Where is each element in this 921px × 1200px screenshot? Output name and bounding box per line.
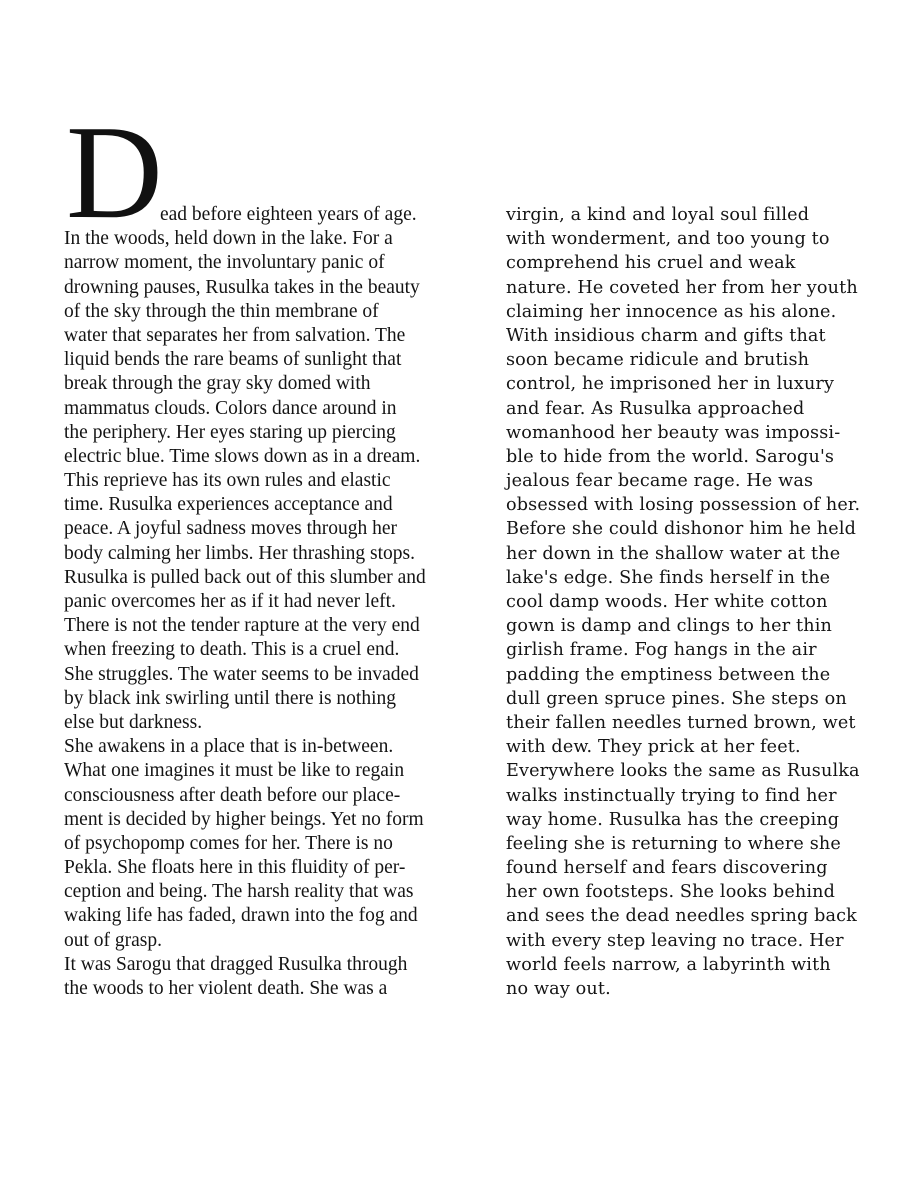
- text-line: consciousness after death before our place-: [64, 784, 401, 806]
- text-line: Before she could dishonor him he held: [506, 519, 857, 540]
- text-line: of the sky through the thin membrane of: [64, 300, 379, 322]
- text-line: control, he imprisoned her in luxury: [506, 374, 835, 395]
- text-line: of psychopomp comes for her. There is no: [64, 832, 393, 854]
- text-line: cool damp woods. Her white cotton: [506, 592, 828, 612]
- text-line: comprehend his cruel and weak: [506, 253, 796, 274]
- text-line: She awakens in a place that is in-between.: [64, 736, 394, 758]
- left-text-column: [64, 203, 469, 1001]
- text-line: In the woods, held down in the lake. For a: [64, 228, 393, 250]
- text-line: out of grasp.: [64, 929, 163, 951]
- text-line: the woods to her violent death. She was a: [64, 978, 388, 999]
- text-line: Everywhere looks the same as Rusulka: [506, 761, 860, 782]
- text-line: way home. Rusulka has the creeping: [506, 809, 840, 830]
- text-line: found herself and fears discovering: [506, 858, 828, 879]
- text-line: mammatus clouds. Colors dance around in: [64, 397, 397, 419]
- text-line: with every step leaving no trace. Her: [506, 930, 844, 951]
- text-line: claiming her innocence as his alone.: [506, 301, 837, 322]
- text-line: girlish frame. Fog hangs in the air: [506, 640, 817, 661]
- text-line: panic overcomes her as if it had never left.: [64, 591, 396, 612]
- text-line: no way out.: [506, 979, 611, 999]
- drop-cap: D: [66, 98, 163, 246]
- text-line: drowning pauses, Rusulka takes in the beauty: [64, 276, 420, 298]
- text-line: with wonderment, and too young to: [506, 229, 830, 250]
- text-line: her own footsteps. She looks behind: [506, 882, 836, 903]
- text-line: soon became ridicule and brutish: [506, 350, 810, 371]
- text-line: ception and being. The harsh reality that was: [64, 881, 414, 903]
- text-line: ment is decided by higher beings. Yet no form: [64, 808, 424, 830]
- text-line: nature. He coveted her from her youth: [506, 277, 858, 298]
- text-line: liquid bends the rare beams of sunlight that: [64, 349, 402, 371]
- text-line: dull green spruce pines. She steps on: [506, 688, 847, 709]
- text-line: obsessed with losing possession of her.: [506, 495, 861, 516]
- text-line: by black ink swirling until there is nothing: [64, 687, 397, 709]
- text-line: virgin, a kind and loyal soul filled: [506, 205, 810, 225]
- text-line: and fear. As Rusulka approached: [506, 398, 805, 419]
- text-line: What one imagines it must be like to regain: [64, 760, 405, 782]
- text-line: when freezing to death. This is a cruel end.: [64, 639, 400, 661]
- text-line: jealous fear became rage. He was: [506, 471, 814, 492]
- text-line: Rusulka is pulled back out of this slumber and: [64, 566, 426, 588]
- text-line: With insidious charm and gifts that: [506, 325, 826, 346]
- text-line: their fallen needles turned brown, wet: [506, 712, 856, 733]
- text-line: Pekla. She floats here in this fluidity of per-: [64, 857, 406, 879]
- text-line: walks instinctually trying to find her: [506, 785, 837, 806]
- text-line: with dew. They prick at her feet.: [506, 737, 801, 758]
- text-line: break through the gray sky domed with: [64, 373, 371, 395]
- text-line: narrow moment, the involuntary panic of: [64, 252, 385, 274]
- text-line: peace. A joyful sadness moves through her: [64, 518, 398, 540]
- text-line: else but darkness.: [64, 711, 203, 733]
- text-line: feeling she is returning to where she: [506, 833, 841, 854]
- text-line: padding the emptiness between the: [506, 664, 831, 685]
- text-line: There is not the tender rapture at the very end: [64, 615, 420, 637]
- text-line: lake's edge. She finds herself in the: [506, 567, 831, 588]
- text-line: She struggles. The water seems to be invaded: [64, 663, 419, 685]
- text-line: gown is damp and clings to her thin: [506, 616, 832, 637]
- text-line: waking life has faded, drawn into the fog and: [64, 905, 418, 927]
- right-text-column: [506, 203, 861, 1001]
- text-line: the periphery. Her eyes staring up piercing: [64, 421, 396, 443]
- text-line: time. Rusulka experiences acceptance and: [64, 494, 393, 516]
- text-line: ble to hide from the world. Sarogu's: [506, 446, 835, 467]
- text-line: womanhood her beauty was impossi-: [506, 422, 841, 443]
- text-line: water that separates her from salvation. The: [64, 324, 406, 346]
- text-line: body calming her limbs. Her thrashing stops.: [64, 542, 415, 564]
- text-line: her down in the shallow water at the: [506, 543, 841, 564]
- text-line: and sees the dead needles spring back: [506, 906, 857, 927]
- text-line: world feels narrow, a labyrinth with: [506, 954, 831, 975]
- text-line: This reprieve has its own rules and elastic: [64, 470, 391, 492]
- text-line: electric blue. Time slows down as in a dream.: [64, 445, 421, 467]
- text-line: It was Sarogu that dragged Rusulka through: [64, 953, 408, 975]
- text-line: ead before eighteen years of age.: [160, 204, 417, 225]
